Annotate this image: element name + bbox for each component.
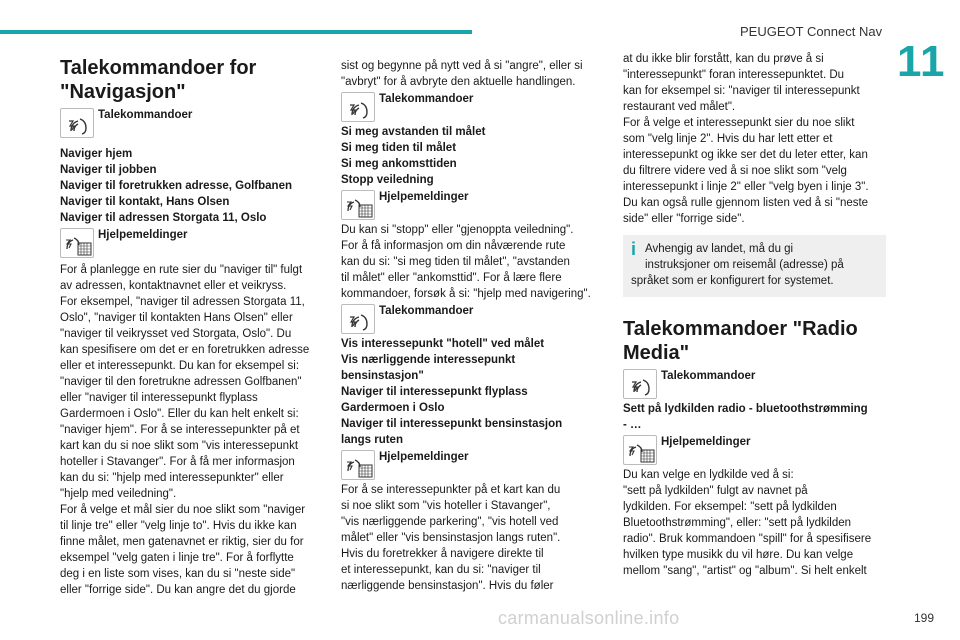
text-line: mellom "sang", "artist" og "album". Si helt enkelt — [623, 565, 867, 577]
command-item: Naviger til foretrukken adresse, Golfbanen — [60, 180, 292, 192]
text-line: Du kan si "stopp" eller "gjenoppta veiledning". — [341, 224, 574, 236]
voice-commands-header — [60, 108, 322, 138]
text-line: målet" eller "vis bensinstasjon langs ruten". — [341, 532, 561, 544]
watermark: carmanualsonline.info — [498, 608, 680, 628]
column-3 — [623, 51, 886, 579]
text-line: interessepunkt i linje 2" eller "velg byen i linje 3". — [623, 181, 869, 193]
text-line: hoteller i Stavanger". For å få mer informasjon — [60, 456, 295, 468]
help-message-icon — [341, 450, 375, 480]
page-number: 199 — [914, 611, 935, 625]
header-title: PEUGEOT Connect Nav — [740, 24, 883, 39]
voice-command-icon — [341, 92, 375, 122]
command-list — [341, 336, 609, 448]
voice-command-icon — [623, 369, 657, 399]
command-item: Naviger til interessepunkt flyplass — [341, 386, 528, 398]
command-item: Naviger til jobben — [60, 164, 157, 176]
help-text — [623, 467, 886, 579]
text-line: Avhengig av landet, må du gi — [645, 243, 794, 255]
voice-commands-label: Talekommandoer — [379, 305, 474, 317]
voice-commands-label: Talekommandoer — [379, 93, 474, 105]
text-line: kan for eksempel si: "naviger til interessepunkt — [623, 85, 860, 97]
text-line: interessepunkt og ikke ser det du leter etter, kan — [623, 149, 868, 161]
command-item: bensinstasjon" — [341, 370, 424, 382]
text-line: radio". Bruk kommandoen "spill" for å spesifisere — [623, 533, 872, 545]
text-line: "vis nærliggende parkering", "vis hotell ved — [341, 516, 559, 528]
text-line: kan du si: "si meg tiden til målet", "avstanden — [341, 256, 570, 268]
command-item: Vis nærliggende interessepunkt — [341, 354, 516, 366]
text-line: som "velg linje 2". Hvis du har lett etter et — [623, 133, 833, 145]
info-note-box — [623, 235, 886, 297]
voice-commands-label: Talekommandoer — [661, 370, 756, 382]
text-line: For eksempel, "naviger til adressen Storgata 11, — [60, 296, 305, 308]
text-line: et interessepunkt, kan du si: "naviger til — [341, 564, 541, 576]
text-line: sist og begynne på nytt ved å si "angre", eller si — [341, 60, 583, 72]
command-item: - … — [623, 419, 642, 431]
command-list — [341, 124, 609, 188]
text-line: finne målet, men gatenavnet er riktig, sier du for — [60, 536, 304, 548]
text-line: For å se interessepunkter på et kart kan du — [341, 484, 561, 496]
text-line: "interessepunkt" foran interessepunktet. Du — [623, 69, 845, 81]
text-line: si noe slikt som "vis hoteller i Stavanger", — [341, 500, 551, 512]
voice-commands-header — [623, 369, 886, 399]
command-list — [623, 401, 886, 433]
command-item: Stopp veiledning — [341, 174, 434, 186]
help-text — [60, 262, 322, 598]
command-item: Si meg avstanden til målet — [341, 126, 486, 138]
command-item: Naviger til kontakt, Hans Olsen — [60, 196, 230, 208]
text-line: "naviger til veikrysset ved Storgata, Oslo". Du — [60, 328, 292, 340]
text-line: eksempel "velg gaten i linje tre". For å forflytte — [60, 552, 294, 564]
text-line: Bluetoothstrømming", eller: "sett på lydkilden — [623, 517, 852, 529]
help-message-icon — [623, 435, 657, 465]
info-icon: i — [631, 239, 637, 259]
text-line: lydkilden. For eksempel: "sett på lydkilden — [623, 501, 837, 513]
command-item: Gardermoen i Oslo — [341, 402, 445, 414]
text-line: "sett på lydkilden" fulgt av navnet på — [623, 485, 808, 497]
command-item: Naviger til interessepunkt bensinstasjon — [341, 418, 563, 430]
text-line: Gardermoen i Oslo". Eller du kan helt enkelt si: — [60, 408, 299, 420]
text-line: Du kan velge en lydkilde ved å si: — [623, 469, 794, 481]
section-heading-radio-media: Talekommandoer "Radio Media" — [623, 318, 858, 364]
text-line: restaurant ved målet". — [623, 101, 736, 113]
text-line: deg i en liste som vises, kan du si "neste side" — [60, 568, 296, 580]
help-messages-header — [341, 190, 609, 220]
command-item: Naviger til adressen Storgata 11, Oslo — [60, 212, 267, 224]
command-item: Si meg ankomsttiden — [341, 158, 457, 170]
text-line: kan spesifisere om det er en foretrukken adresse — [60, 344, 310, 356]
text-line: språket som er konfigurert for systemet. — [631, 275, 834, 287]
text-line: side" eller "forrige side". — [623, 213, 745, 225]
help-messages-header — [341, 450, 609, 480]
voice-command-icon — [341, 304, 375, 334]
text-line: hvilken type musikk du vil høre. Du kan velge — [623, 549, 854, 561]
help-messages-header — [623, 435, 886, 465]
text-line: "hjelp med veiledning". — [60, 488, 177, 500]
command-item: Sett på lydkilden radio - bluetoothstrømming — [623, 403, 868, 415]
text-line: av adressen, kontaktnavnet eller et veikryss. — [60, 280, 287, 292]
command-item: langs ruten — [341, 434, 403, 446]
text-line: til linje tre" eller "velg linje to". Hvis du ikke kan — [60, 520, 297, 532]
text-line: "naviger til den foretrukne adressen Golfbanen" — [60, 376, 302, 388]
continued-text — [623, 51, 886, 227]
text-line: du filtrere videre ved å si noe slikt som "velg — [623, 165, 847, 177]
text-line: til målet" eller "ankomsttid". For å lære flere — [341, 272, 562, 284]
section-heading-navigation: Talekommandoer for "Navigasjon" — [60, 57, 257, 103]
text-line: instruksjoner om reisemål (adresse) på — [645, 259, 844, 271]
text-line: at du ikke blir forstått, kan du prøve å si — [623, 53, 824, 65]
command-item: Naviger hjem — [60, 148, 133, 160]
help-messages-label: Hjelpemeldinger — [98, 229, 188, 241]
help-message-icon — [341, 190, 375, 220]
text-line: Du kan også rulle gjennom listen ved å si "neste — [623, 197, 869, 209]
text-line: "avbryt" for å avbryte den aktuelle handlingen. — [341, 76, 576, 88]
command-item: Vis interessepunkt "hotell" ved målet — [341, 338, 545, 350]
column-1 — [60, 56, 322, 598]
help-messages-label: Hjelpemeldinger — [661, 436, 751, 448]
voice-command-icon — [60, 108, 94, 138]
text-line: kart kan du si noe slikt som "vis interessepunkt — [60, 440, 299, 452]
text-line: For å få informasjon om din nåværende rute — [341, 240, 566, 252]
text-line: Oslo", "naviger til kontakten Hans Olsen" eller — [60, 312, 293, 324]
header-accent-bar — [0, 30, 472, 34]
help-text — [341, 482, 609, 594]
info-note-text — [631, 241, 878, 289]
text-line: Hvis du foretrekker å navigere direkte til — [341, 548, 544, 560]
command-list — [60, 146, 322, 226]
text-line: nærliggende bensinstasjon". Hvis du føler — [341, 580, 554, 592]
help-messages-header — [60, 228, 322, 258]
text-line: eller "forrige side". Du kan angre det du gjorde — [60, 584, 296, 596]
text-line: kommandoer, forsøk å si: "hjelp med navigering". — [341, 288, 591, 300]
text-line: For å velge et interessepunkt sier du noe slikt — [623, 117, 855, 129]
column-2 — [341, 58, 609, 594]
text-line: "naviger hjem". For å se interessepunkter på et — [60, 424, 300, 436]
help-messages-label: Hjelpemeldinger — [379, 191, 469, 203]
chapter-number: 11 — [897, 37, 946, 86]
voice-commands-header — [341, 92, 609, 122]
text-line: eller et interessepunkt. Du kan for eksempel si: — [60, 360, 300, 372]
help-text — [341, 222, 609, 302]
voice-commands-header — [341, 304, 609, 334]
help-messages-label: Hjelpemeldinger — [379, 451, 469, 463]
text-line: For å planlegge en rute sier du "naviger til" fulgt — [60, 264, 303, 276]
text-line: kan du si: "hjelp med interessepunkter" eller — [60, 472, 284, 484]
text-line: For å velge et mål sier du noe slikt som "naviger — [60, 504, 306, 516]
command-item: Si meg tiden til målet — [341, 142, 457, 154]
text-line: eller "naviger til interessepunkt flyplass — [60, 392, 258, 404]
help-message-icon — [60, 228, 94, 258]
continued-text — [341, 58, 609, 90]
voice-commands-label: Talekommandoer — [98, 109, 193, 121]
